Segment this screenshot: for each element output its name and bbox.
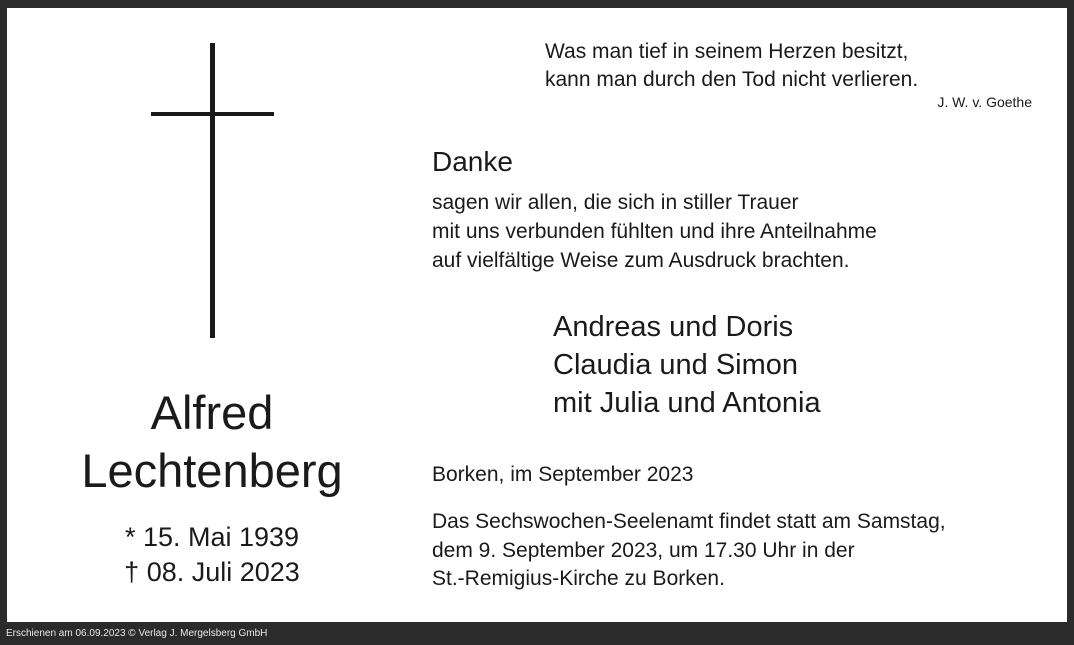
quote-line: kann man durch den Tod nicht verlieren. [545, 68, 919, 91]
goethe-quote [545, 38, 918, 94]
cross-vertical-bar [210, 43, 215, 338]
service-line: dem 9. September 2023, um 17.30 Uhr in der [432, 538, 855, 562]
thanks-line: mit uns verbunden fühlten und ihre Anteilnahme [432, 220, 877, 243]
thanks-line: auf vielfältige Weise zum Ausdruck brachten. [432, 249, 850, 272]
publication-footer: Erschienen am 06.09.2023 © Verlag J. Mergelsberg GmbH [6, 628, 268, 639]
birth-date: * 15. Mai 1939 [124, 522, 300, 552]
family-line: Claudia und Simon [553, 349, 799, 381]
family-line: Andreas und Doris [553, 311, 794, 343]
thanks-title: Danke [432, 146, 513, 177]
death-date: † 08. Juli 2023 [124, 557, 300, 587]
quote-author: J. W. v. Goethe [937, 94, 1032, 110]
service-notice [432, 508, 946, 594]
deceased-first-name: Alfred [150, 386, 274, 439]
thanks-text [432, 188, 877, 275]
place-and-date: Borken, im September 2023 [432, 463, 694, 486]
service-line: St.-Remigius-Kirche zu Borken. [432, 567, 725, 590]
cross-horizontal-bar [151, 112, 274, 116]
quote-line: Was man tief in seinem Herzen besitzt, [545, 40, 909, 63]
service-line: Das Sechswochen-Seelenamt findet statt am Samstag, [432, 510, 946, 533]
family-line: mit Julia und Antonia [553, 387, 821, 419]
family-names [553, 308, 821, 422]
thanks-line: sagen wir allen, die sich in stiller Trauer [432, 191, 799, 214]
deceased-last-name: Lechtenberg [81, 444, 343, 497]
obituary-card [7, 8, 1067, 622]
